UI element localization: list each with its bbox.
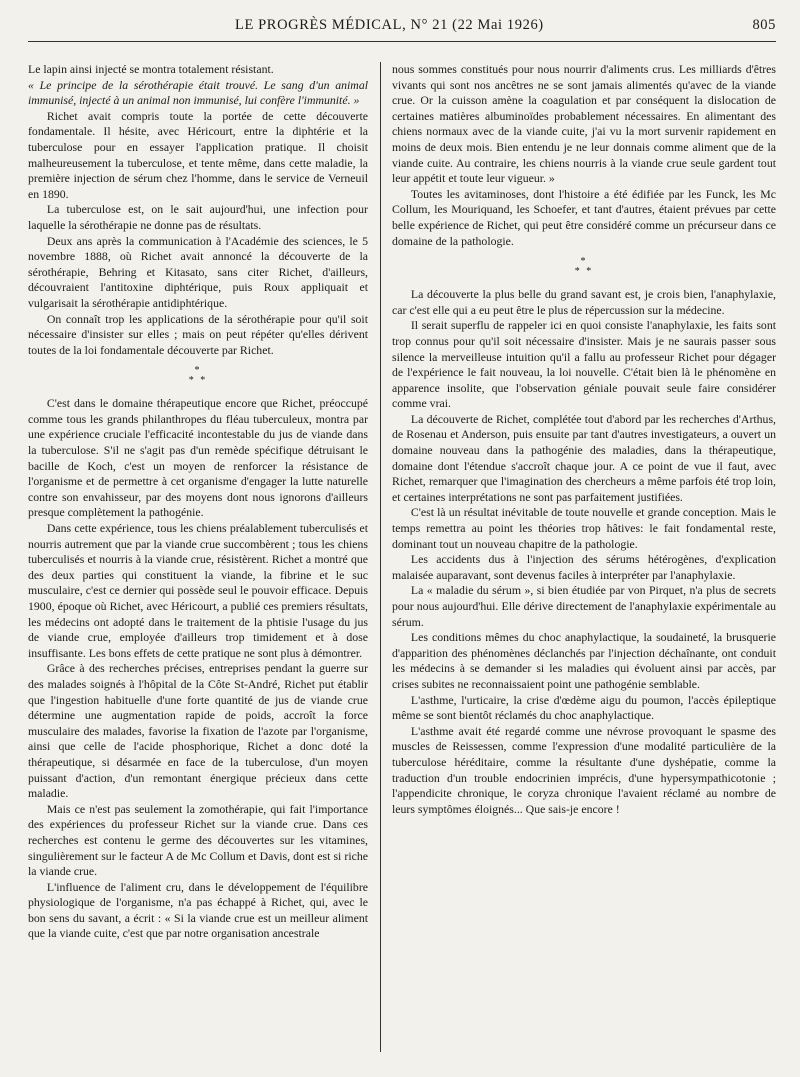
- paragraph: On connaît trop les applications de la sérothérapie pour qu'il soit nécessaire d'insister sur elles ; mais on peut répéter qu'elles dérivent toutes de la loi fondamentale découverte par Richet.: [28, 311, 368, 357]
- paragraph: Le lapin ainsi injecté se montra totalement résistant.: [28, 62, 274, 76]
- section-break-bottom: * *: [188, 375, 208, 387]
- paragraph: La découverte la plus belle du grand savant est, je crois bien, l'anaphylaxie, car c'est elle qui a eu peut être le plus de répercussion sur la médecine.: [392, 287, 776, 317]
- paragraph: L'influence de l'aliment cru, dans le développement de l'équilibre physiologique de l'organisme, n'a pas échappé à Richet, qui, avec le bon sens du savant, a écrit : « Si la viande crue est un meilleur aliment que la viande cuite, c'est que par notre organisation ancestrale: [28, 879, 368, 941]
- running-header: [28, 17, 776, 37]
- paragraph: Grâce à des recherches précises, entreprises pendant la guerre sur des malades soignés à l'hôpital de la Côte St-André, Richet put établir que l'ingestion habituelle d'une forte quantité de jus de viande crue détermine une augmentation rapide de poids, accroît la force musculaire des malades, favorise la fixation de l'azote par l'organisme, ainsi que celle de l'acide phosphorique, Richet a donc doté la thérapeutique, si désarmée en face de la tuberculose, d'un moyen puissant d'action, d'un remontant énergique précieux dans cette maladie.: [28, 661, 368, 801]
- column-divider: [380, 62, 381, 1052]
- paragraph: C'est là un résultat inévitable de toute nouvelle et grande conception. Mais le temps remettra au point les théories trop hâtives: le fait fondamental reste, dominant tout un nouveau chapitre de la pathologie.: [392, 505, 776, 551]
- paragraph: Richet avait compris toute la portée de cette découverte fondamentale. Il hésite, avec Héricourt, entre la diphtérie et la tuberculose pour en essayer l'application pratique. Il choisit malheureusement la tuberculose, et tente même, dans cette maladie, la première injection de sérum chez l'homme, dans le service de Verneuil en 1890.: [28, 108, 368, 201]
- paragraph: L'asthme, l'urticaire, la crise d'œdème aigu du poumon, l'accès épileptique même se sont bientôt réclamés du choc anaphylactique.: [392, 692, 776, 723]
- paragraph: Deux ans après la communication à l'Académie des sciences, le 5 novembre 1888, où Richet avait annoncé la découverte de la sérothérapie, Behring et Kitasato, sans citer Richet, d'ailleurs, découvraient l'antitoxine diphtérique, puis Roux appliquait et vulgarisait la sérothérapie antidiphtérique.: [28, 233, 368, 310]
- section-break: [28, 366, 368, 386]
- paragraph: Les conditions mêmes du choc anaphylactique, la soudaineté, la brusquerie d'apparition des phénomènes déclanchés par l'injection déchaînante, ont conduit les médecins à se demander si les maladies qui évoluent ainsi par accès, par crises subites ne reconnaissaient point une pathogénie semblable.: [392, 630, 776, 691]
- left-column: [28, 62, 368, 1062]
- paragraph: Les accidents dus à l'injection des sérums hétérogènes, d'explication malaisée auparavant, sont devenus faciles à interpréter par l'anaphylaxie.: [392, 552, 776, 582]
- page-number: 805: [752, 17, 776, 33]
- paragraph: La « maladie du sérum », si bien étudiée par von Pirquet, n'a plus de secrets pour nous aujourd'hui. Elle dérive directement de l'anaphylaxie expérimentale au sérum.: [392, 583, 776, 629]
- right-column: [392, 62, 776, 1062]
- paragraph: C'est dans le domaine thérapeutique encore que Richet, préoccupé comme tous les grands philanthropes du fléau tuberculeux, montra par une expérience cruciale l'efficacité incontestable du jus de viande dans la tuberculose. S'il ne s'agit pas d'un remède spécifique détruisant le bacille de Koch, c'est un moyen de renforcer la résistance de l'organisme et de permettre à cet organisme d'engager la lutte naturelle contre son envahisseur, par des moyens dont nous ignorons d'ailleurs presque complètement la pathogénie.: [28, 396, 368, 520]
- paragraph: Dans cette expérience, tous les chiens préalablement tuberculisés et nourris autrement que par la viande crue succombèrent ; tous les chiens tuberculisés et nourris à la viande crue, résistèrent. Richet a montré que des deux parties qui constituent la viande, la fibrine et le suc musculaire, c'est ce dernier qui possède seul le pouvoir efficace. Depuis 1900, époque où Richet, avec Héricourt, a publié ces premiers résultats, les médecins ont adopté dans le traitement de la phtisie l'usage du jus de viande crue, employée d'ailleurs trop timidement et à dose insuffisante. Les bons effets de cette pratique ne sont plus à démontrer.: [28, 521, 368, 660]
- paragraph: La découverte de Richet, complétée tout d'abord par les recherches d'Arthus, de Rosenau et Anderson, puis ensuite par tant d'autres investigateurs, a ouvert un domaine nouveau dans la pathogénie des maladies, dans la thérapeutique, domaine dont l'étendue s'accroît chaque jour. A ce point de vue il faut, avec Richet, remarquer que l'imagination des chercheurs a même parfois été trop loin, et certaines interprétations ne sont pas parfaitement justifiées.: [392, 411, 776, 504]
- paragraph: Il serait superflu de rappeler ici en quoi consiste l'anaphylaxie, les faits sont trop connus pour qu'il soit nécessaire d'insister. Mais je ne saurais passer sous silence la merveilleuse intuition qu'il a fallu au professeur Richet pour dégager de l'expérience le fait nouveau, la loi nouvelle. C'était bien là le phénomène en apparence insolite, que l'observation géniale pouvait seule faire considérer comme vrai.: [392, 318, 776, 411]
- paragraph: Mais ce n'est pas seulement la zomothérapie, qui fait l'importance des expériences du professeur Richet sur la viande crue. Dans ces recherches est contenu le germe des découvertes sur les vitamines, singulièrement sur le facteur A de Mc Collum et Davis, dont est si riche la viande crue.: [28, 801, 368, 879]
- paragraph: La tuberculose est, on le sait aujourd'hui, une infection pour laquelle la sérothérapie ne donne pas de résultats.: [28, 202, 368, 232]
- paragraph: nous sommes constitués pour nous nourrir d'aliments crus. Les milliards d'êtres vivants qui sont nos ancêtres ne se sont jamais alimentés qu'avec de la viande crue. Or la cuisson amène la coagulation et par conséquent la dislocation de certaines matières albuminoïdes probablement nécessaires. En alimentant des chiens normaux avec de la viande cuite, j'ai vu la mort survenir rapidement en moins de deux mois. Bien entendu je ne leur donnais comme aliment que de la viande cuite. Au contraire, les chiens nourris à la viande crue seule gardent tout leur appétit et toute leur vigueur. »: [392, 62, 776, 186]
- section-break: [392, 257, 776, 277]
- section-break-top: *: [580, 256, 588, 268]
- section-break-bottom: * *: [574, 266, 594, 278]
- paragraph: Toutes les avitaminoses, dont l'histoire a été édifiée par les Funck, les Mc Collum, les Mouriquand, les Schoefer, et tant d'autres, étaient prévues par cette belle expérience de Richet, qui peut être considéré comme un précurseur dans ce domaine de la pathologie.: [392, 186, 776, 248]
- quote-paragraph: « Le principe de la sérothérapie était trouvé. Le sang d'un animal immunisé, injecté à un animal non immunisé, lui confère l'immunité. »: [28, 77, 368, 108]
- section-break-top: *: [194, 365, 202, 377]
- journal-title: LE PROGRÈS MÉDICAL, N° 21 (22 Mai 1926): [235, 17, 544, 33]
- header-rule: [28, 41, 776, 42]
- paragraph: L'asthme avait été regardé comme une névrose provoquant le spasme des muscles de Reissessen, comme l'expression d'une modalité particulière de la tuberculose héréditaire, comme la résultante d'une dyshépatie, comme la traduction d'un trouble endocrinien imprécis, d'une hypersympathicotonie ; l'appendicite chronique, le coryza chronique l'avaient réclamé au nombre de leurs symptômes éloignés... Que sais-je encore !: [392, 723, 776, 816]
